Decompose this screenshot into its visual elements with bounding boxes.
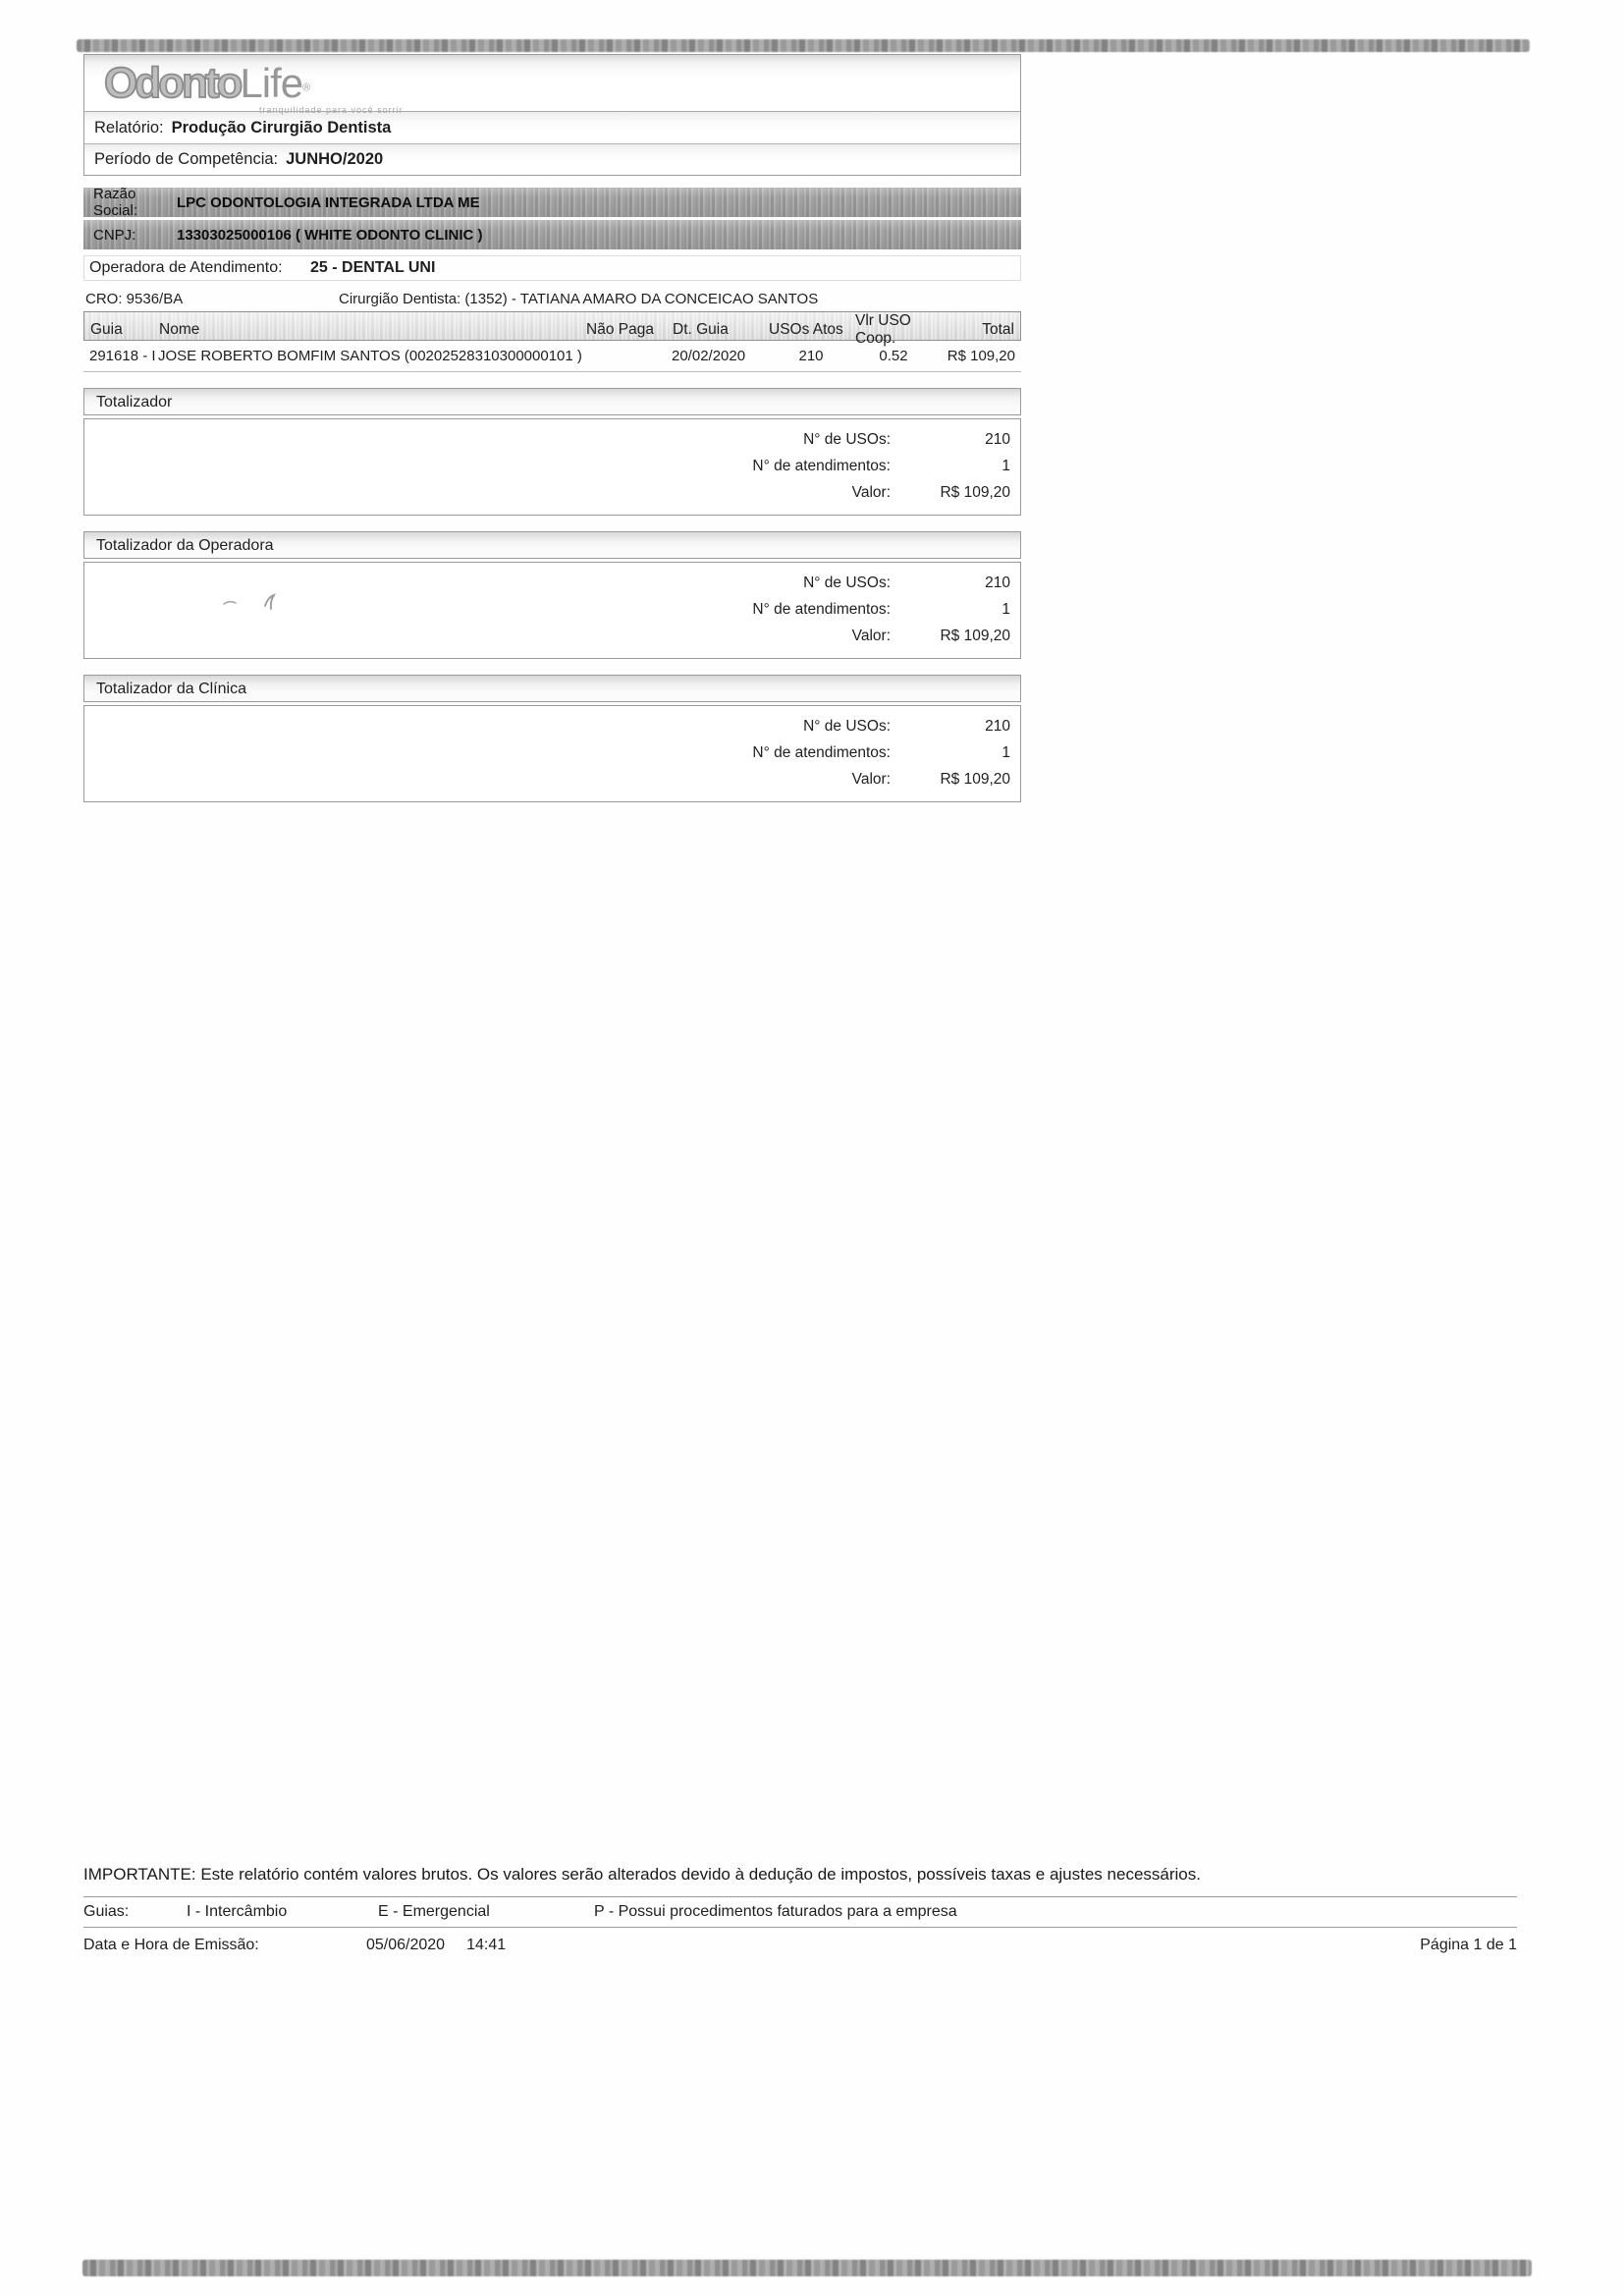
total-valor-label: Valor: xyxy=(851,770,891,788)
total-line-valor xyxy=(84,623,1020,649)
col-header-nao-paga: Não Paga xyxy=(586,321,654,338)
total-usos-label: N° de USOs: xyxy=(803,717,891,735)
totalizador-clinica-body xyxy=(83,705,1021,802)
guias-item-faturados: P - Possui procedimentos faturados para a empresa xyxy=(594,1902,957,1920)
period-row xyxy=(84,143,1020,175)
cnpj-value: 13303025000106 ( WHITE ODONTO CLINIC ) xyxy=(177,226,483,244)
total-usos-label: N° de USOs: xyxy=(803,574,891,591)
col-header-dt-guia: Dt. Guia xyxy=(673,321,729,338)
cnpj-label: CNPJ: xyxy=(93,226,136,244)
dentist-value: (1352) - TATIANA AMARO DA CONCEICAO SANTOS xyxy=(464,291,819,307)
page-number: Página 1 de 1 xyxy=(1420,1936,1517,1953)
total-atendimentos-label: N° de atendimentos: xyxy=(752,600,891,618)
emission-time: 14:41 xyxy=(466,1936,507,1953)
cro-value: 9536/BA xyxy=(126,291,184,307)
total-valor-label: Valor: xyxy=(851,483,891,501)
total-atendimentos-label: N° de atendimentos: xyxy=(752,743,891,761)
report-title-row xyxy=(84,112,1020,143)
table-header xyxy=(83,311,1021,347)
cell-guia: 291618 - I xyxy=(89,348,156,364)
total-usos-value: 210 xyxy=(985,717,1010,735)
total-usos-label: N° de USOs: xyxy=(803,430,891,448)
total-atendimentos-value: 1 xyxy=(1001,600,1010,618)
logo-tagline: tranquilidade para você sorrir xyxy=(259,104,404,115)
col-header-usos-atos: USOs Atos xyxy=(769,321,843,338)
cell-vlr-uso-coop: 0.52 xyxy=(879,348,908,364)
total-line-usos xyxy=(84,426,1020,453)
totalizador-clinica-title: Totalizador da Clínica xyxy=(83,675,1021,702)
totalizador-title: Totalizador xyxy=(83,388,1021,415)
cell-nome: JOSE ROBERTO BOMFIM SANTOS (00202528310300000101 ) xyxy=(158,348,582,364)
total-line-atendimentos xyxy=(84,739,1020,766)
operator-label: Operadora de Atendimento: xyxy=(89,259,283,276)
totalizador-body xyxy=(83,418,1021,516)
guias-item-emergencial: E - Emergencial xyxy=(378,1902,490,1920)
total-line-usos xyxy=(84,713,1020,739)
razao-social-bar xyxy=(83,188,1021,217)
total-usos-value: 210 xyxy=(985,430,1010,448)
logo-row xyxy=(84,55,1020,115)
col-header-total: Total xyxy=(982,321,1014,338)
emission-label: Data e Hora de Emissão: xyxy=(83,1936,259,1953)
total-line-atendimentos xyxy=(84,453,1020,479)
total-line-valor xyxy=(84,479,1020,506)
total-line-valor xyxy=(84,766,1020,793)
total-valor-value: R$ 109,20 xyxy=(940,483,1010,501)
cnpj-bar xyxy=(83,220,1021,249)
report-title-value: Produção Cirurgião Dentista xyxy=(171,118,392,137)
dentist-field xyxy=(339,291,818,307)
cell-usos-atos: 210 xyxy=(798,348,824,364)
total-valor-value: R$ 109,20 xyxy=(940,627,1010,644)
col-header-vlr-uso-coop: Vlr USO Coop. xyxy=(855,312,911,347)
total-valor-label: Valor: xyxy=(851,627,891,644)
report-content xyxy=(83,54,1021,802)
totalizador-operadora-body xyxy=(83,562,1021,659)
razao-social-label: Razão Social: xyxy=(93,186,138,219)
cell-total: R$ 109,20 xyxy=(947,348,1015,364)
report-title-label: Relatório: xyxy=(94,118,164,137)
scan-noise-bar-top xyxy=(77,39,1530,52)
period-label: Período de Competência: xyxy=(94,150,279,168)
pen-scribble-icon xyxy=(222,592,291,614)
guias-legend-row xyxy=(83,1896,1517,1928)
col-header-guia: Guia xyxy=(90,321,123,338)
report-header-box xyxy=(83,54,1021,176)
logo-odonto-text: Odonto xyxy=(104,58,241,107)
guias-label: Guias: xyxy=(83,1902,130,1920)
cro-label: CRO: xyxy=(85,291,123,307)
company-bars xyxy=(83,188,1021,249)
important-notice: IMPORTANTE: Este relatório contém valores brutos. Os valores serão alterados devido à dedução de impostos, possíveis taxas e ajustes necessários. xyxy=(83,1865,1201,1884)
operator-value: 25 - DENTAL UNI xyxy=(310,259,436,276)
report-footer xyxy=(83,1864,1517,1954)
dentist-row xyxy=(83,291,1021,311)
logo-life-text: Life xyxy=(240,59,303,106)
scan-noise-bar-bottom xyxy=(82,2260,1532,2276)
operator-row xyxy=(83,255,1021,281)
period-value: JUNHO/2020 xyxy=(286,150,384,168)
registered-trademark-icon: ® xyxy=(302,82,311,94)
total-atendimentos-value: 1 xyxy=(1001,457,1010,474)
total-atendimentos-value: 1 xyxy=(1001,743,1010,761)
odontolife-logo xyxy=(104,58,404,115)
col-header-nome: Nome xyxy=(159,321,200,338)
razao-social-value: LPC ODONTOLOGIA INTEGRADA LTDA ME xyxy=(177,193,480,211)
guias-item-intercambio: I - Intercâmbio xyxy=(187,1902,288,1920)
cro-field xyxy=(85,291,339,307)
emission-date: 05/06/2020 xyxy=(366,1936,446,1953)
cell-dt-guia: 20/02/2020 xyxy=(672,348,746,364)
total-atendimentos-label: N° de atendimentos: xyxy=(752,457,891,474)
dentist-label: Cirurgião Dentista: xyxy=(339,291,461,307)
total-usos-value: 210 xyxy=(985,574,1010,591)
emission-row xyxy=(83,1937,1517,1954)
totalizador-operadora-title: Totalizador da Operadora xyxy=(83,531,1021,559)
total-valor-value: R$ 109,20 xyxy=(940,770,1010,788)
